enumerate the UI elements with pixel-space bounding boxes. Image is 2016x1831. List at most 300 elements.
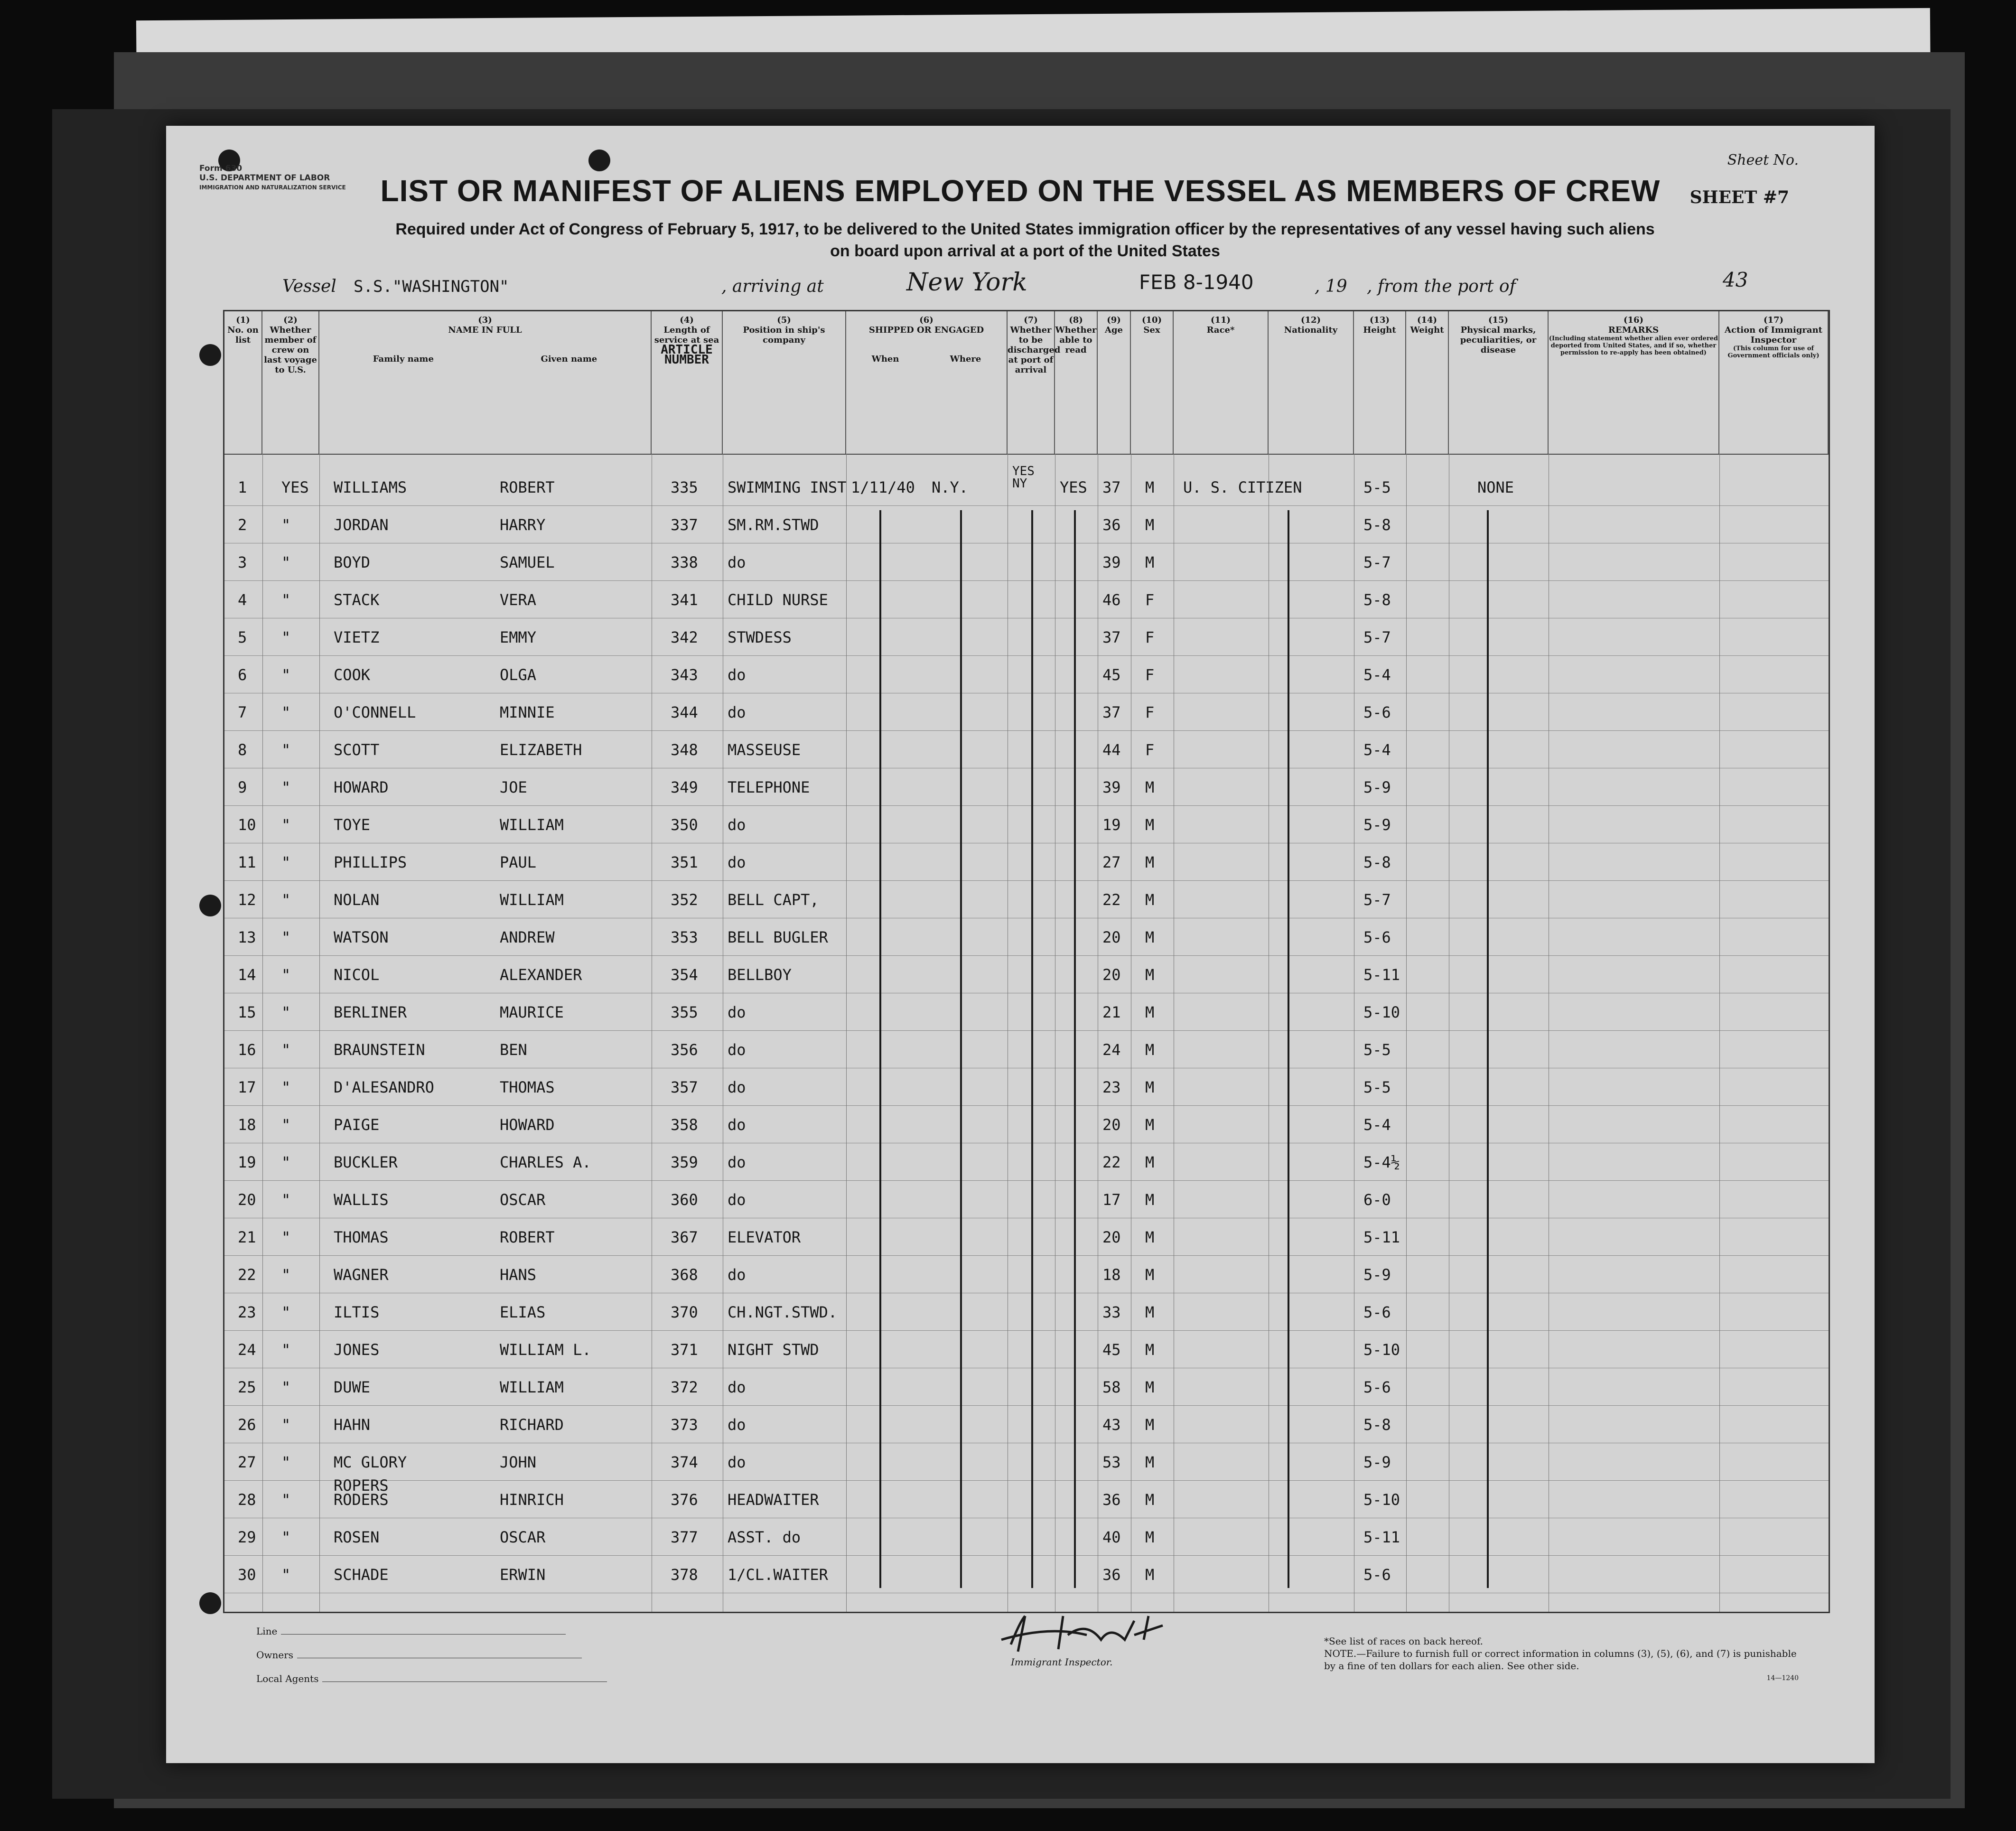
table-row — [224, 918, 1829, 956]
age: 18 — [1102, 1266, 1121, 1284]
table-row — [224, 1255, 1829, 1293]
line-label: Line — [256, 1625, 278, 1637]
row-number: 6 — [238, 666, 247, 684]
sex: F — [1145, 703, 1155, 721]
table-row — [224, 543, 1829, 581]
arriving-port: New York — [906, 268, 1027, 297]
previous-voyage: " — [281, 778, 291, 796]
position: do — [728, 1116, 746, 1134]
department-name: U.S. DEPARTMENT OF LABOR — [199, 173, 330, 183]
column-number: (5) — [777, 315, 791, 325]
form-id: Form 630 — [199, 164, 243, 173]
ditto-line — [1487, 510, 1489, 1588]
position: ASST. do — [728, 1528, 801, 1546]
height: 6-0 — [1363, 1191, 1391, 1209]
article-number: 360 — [671, 1191, 698, 1209]
given-name: CHARLES A. — [500, 1153, 591, 1171]
row-number: 14 — [238, 966, 256, 984]
previous-voyage: " — [281, 666, 291, 684]
age: 39 — [1102, 778, 1121, 796]
family-name: O'CONNELL — [334, 703, 416, 721]
column-number: (9) — [1107, 315, 1121, 325]
ditto-line — [1288, 510, 1289, 1588]
table-row — [224, 880, 1829, 918]
sex: F — [1145, 628, 1155, 646]
age: 23 — [1102, 1078, 1121, 1096]
able-to-read: YES — [1060, 478, 1087, 496]
table-row — [224, 1330, 1829, 1368]
family-name: ILTIS — [334, 1303, 380, 1321]
age: 20 — [1102, 928, 1121, 946]
given-name: BEN — [500, 1041, 527, 1059]
table-row — [224, 1476, 1829, 1518]
family-name: ROSEN — [334, 1528, 380, 1546]
position: do — [728, 553, 746, 571]
family-name: SCOTT — [334, 741, 380, 759]
age: 22 — [1102, 1153, 1121, 1171]
given-name: JOE — [500, 778, 527, 796]
owners-field — [256, 1649, 582, 1661]
column-header — [262, 311, 319, 454]
table-row — [224, 768, 1829, 806]
row-number: 24 — [238, 1341, 256, 1359]
column-sublabel: When — [871, 354, 899, 364]
column-number: (16) — [1623, 315, 1644, 325]
age: 37 — [1102, 628, 1121, 646]
inspector-signature — [992, 1607, 1191, 1659]
given-name: ELIAS — [500, 1303, 546, 1321]
table-row — [224, 1180, 1829, 1218]
height: 5-11 — [1363, 1528, 1400, 1546]
previous-voyage: " — [281, 1228, 291, 1246]
previous-voyage: " — [281, 1191, 291, 1209]
row-number: 26 — [238, 1416, 256, 1434]
age: 20 — [1102, 966, 1121, 984]
table-row — [224, 580, 1829, 618]
arrival-date-stamp: FEB 8-1940 — [1139, 271, 1254, 294]
given-name: ALEXANDER — [500, 966, 582, 984]
article-number: 358 — [671, 1116, 698, 1134]
sex: M — [1145, 816, 1155, 834]
column-label: Whether to be discharged at port of arrival — [1008, 325, 1061, 375]
row-number: 27 — [238, 1453, 256, 1471]
punch-hole — [199, 1592, 221, 1614]
height: 5-8 — [1363, 516, 1391, 534]
family-name: NOLAN — [334, 891, 380, 909]
row-number: 10 — [238, 816, 256, 834]
sheet-number-stamp: SHEET #7 — [1689, 187, 1789, 207]
previous-voyage: " — [281, 891, 291, 909]
row-number: 16 — [238, 1041, 256, 1059]
column-header — [1449, 311, 1549, 454]
ditto-line — [879, 510, 881, 1588]
height: 5-7 — [1363, 891, 1391, 909]
sex: M — [1145, 928, 1155, 946]
position: HEADWAITER — [728, 1491, 819, 1509]
sex: M — [1145, 553, 1155, 571]
table-row — [224, 1293, 1829, 1331]
column-number: (7) — [1024, 315, 1038, 325]
age: 53 — [1102, 1453, 1121, 1471]
column-label: Physical marks, peculiarities, or disease — [1460, 325, 1537, 355]
table-row — [224, 1368, 1829, 1406]
previous-voyage: " — [281, 516, 291, 534]
family-name: WILLIAMS — [334, 478, 407, 496]
height: 5-4 — [1363, 741, 1391, 759]
row-number: 19 — [238, 1153, 256, 1171]
row-number: 25 — [238, 1378, 256, 1396]
age: 45 — [1102, 1341, 1121, 1359]
given-name: ERWIN — [500, 1566, 546, 1584]
row-number: 17 — [238, 1078, 256, 1096]
article-number: 354 — [671, 966, 698, 984]
age: 21 — [1102, 1003, 1121, 1021]
from-port-value: 43 — [1723, 268, 1748, 291]
family-name: HAHN — [334, 1416, 371, 1434]
table-row — [224, 618, 1829, 656]
column-header — [1719, 311, 1829, 454]
column-label: Height — [1363, 325, 1396, 335]
family-name: DUWE — [334, 1378, 371, 1396]
given-name: HARRY — [500, 516, 546, 534]
family-name: TOYE — [334, 816, 371, 834]
family-name: THOMAS — [334, 1228, 389, 1246]
shipped-where: N.Y. — [932, 478, 969, 496]
table-row — [224, 1443, 1829, 1481]
given-name: OSCAR — [500, 1191, 546, 1209]
position: do — [728, 853, 746, 871]
height: 5-10 — [1363, 1491, 1400, 1509]
row-number: 9 — [238, 778, 247, 796]
discharged-at-port: YES NY — [1012, 464, 1035, 491]
line-field — [256, 1625, 566, 1637]
previous-voyage: " — [281, 966, 291, 984]
given-name: JOHN — [500, 1453, 537, 1471]
column-label: Position in ship's company — [743, 325, 825, 345]
local-agents-label: Local Agents — [256, 1673, 319, 1684]
previous-voyage: " — [281, 1491, 291, 1509]
height: 5-5 — [1363, 1078, 1391, 1096]
given-name: HINRICH — [500, 1491, 564, 1509]
table-row — [224, 993, 1829, 1031]
column-number: (11) — [1210, 315, 1231, 325]
position: do — [728, 1378, 746, 1396]
column-header — [1098, 311, 1131, 454]
height: 5-9 — [1363, 1453, 1391, 1471]
article-number: 350 — [671, 816, 698, 834]
given-name: EMMY — [500, 628, 537, 646]
previous-voyage: " — [281, 553, 291, 571]
height: 5-6 — [1363, 928, 1391, 946]
column-label: Nationality — [1284, 325, 1338, 335]
article-number: 338 — [671, 553, 698, 571]
position: BELL BUGLER — [728, 928, 828, 946]
height: 5-6 — [1363, 1566, 1391, 1584]
row-number: 23 — [238, 1303, 256, 1321]
position: do — [728, 666, 746, 684]
given-name: WILLIAM — [500, 891, 564, 909]
family-name: VIETZ — [334, 628, 380, 646]
given-name: ANDREW — [500, 928, 555, 946]
previous-voyage: " — [281, 1566, 291, 1584]
column-number: (10) — [1141, 315, 1162, 325]
footer-note — [1324, 1635, 1799, 1684]
given-name: MAURICE — [500, 1003, 564, 1021]
position: SWIMMING INST — [728, 478, 847, 496]
row-number: 13 — [238, 928, 256, 946]
family-name: WALLIS — [334, 1191, 389, 1209]
sex: M — [1145, 1041, 1155, 1059]
family-name: ROPERS RODERS — [334, 1476, 389, 1509]
article-number: 359 — [671, 1153, 698, 1171]
sex: M — [1145, 1566, 1155, 1584]
sex: M — [1145, 966, 1155, 984]
column-note: (Including statement whether alien ever ordered deported from United States, and if so, whether permission to re-apply has been obtained) — [1549, 335, 1718, 356]
height: 5-9 — [1363, 1266, 1391, 1284]
given-name: THOMAS — [500, 1078, 555, 1096]
table-row — [224, 1518, 1829, 1556]
family-name: COOK — [334, 666, 371, 684]
punch-hole — [199, 895, 221, 916]
sex: M — [1145, 1228, 1155, 1246]
height: 5-6 — [1363, 1303, 1391, 1321]
column-header — [1008, 311, 1061, 454]
height: 5-6 — [1363, 1378, 1391, 1396]
previous-voyage: " — [281, 1041, 291, 1059]
article-number-stamp: ARTICLE NUMBER — [661, 343, 713, 367]
column-header — [1131, 311, 1174, 454]
position: do — [728, 703, 746, 721]
form-code: 14—1240 — [1766, 1674, 1799, 1682]
given-name: HANS — [500, 1266, 537, 1284]
column-number: (13) — [1369, 315, 1390, 325]
year-label: , 19 — [1315, 277, 1347, 296]
races-note: *See list of races on back hereof. — [1324, 1635, 1484, 1647]
column-header — [224, 311, 262, 454]
row-number: 15 — [238, 1003, 256, 1021]
age: 33 — [1102, 1303, 1121, 1321]
shipped-when: 1/11/40 — [851, 478, 915, 496]
sex: M — [1145, 1416, 1155, 1434]
given-name: WILLIAM L. — [500, 1341, 591, 1359]
column-label: Length of service at sea — [654, 325, 719, 345]
column-label: No. on list — [227, 325, 259, 345]
given-name: RICHARD — [500, 1416, 564, 1434]
sex: F — [1145, 741, 1155, 759]
article-number: 373 — [671, 1416, 698, 1434]
owners-label: Owners — [256, 1649, 294, 1661]
given-name: MINNIE — [500, 703, 555, 721]
column-rule — [1719, 454, 1720, 1612]
position: do — [728, 816, 746, 834]
position: SM.RM.STWD — [728, 516, 819, 534]
previous-voyage: " — [281, 1153, 291, 1171]
height: 5-11 — [1363, 1228, 1400, 1246]
previous-voyage: YES — [281, 478, 309, 496]
family-name: JORDAN — [334, 516, 389, 534]
previous-voyage: " — [281, 1378, 291, 1396]
column-rule — [1406, 454, 1407, 1612]
table-row — [224, 1105, 1829, 1143]
article-number: 370 — [671, 1303, 698, 1321]
row-number: 4 — [238, 591, 247, 609]
given-name: ROBERT — [500, 478, 555, 496]
column-label: Sex — [1143, 325, 1160, 335]
height: 5-11 — [1363, 966, 1400, 984]
column-label: REMARKS — [1608, 325, 1659, 335]
age: 36 — [1102, 1491, 1121, 1509]
age: 37 — [1102, 478, 1121, 496]
column-sublabel: Family name — [373, 354, 434, 364]
age: 24 — [1102, 1041, 1121, 1059]
height: 5-6 — [1363, 703, 1391, 721]
column-number: (4) — [680, 315, 694, 325]
article-number: 353 — [671, 928, 698, 946]
previous-voyage: " — [281, 628, 291, 646]
article-number: 378 — [671, 1566, 698, 1584]
sex: F — [1145, 591, 1155, 609]
previous-voyage: " — [281, 1003, 291, 1021]
family-name: BOYD — [334, 553, 371, 571]
height: 5-5 — [1363, 478, 1391, 496]
row-number: 7 — [238, 703, 247, 721]
position: MASSEUSE — [728, 741, 801, 759]
previous-voyage: " — [281, 1341, 291, 1359]
position: CHILD NURSE — [728, 591, 828, 609]
local-agents-field — [256, 1673, 607, 1684]
height: 5-4½ — [1363, 1153, 1400, 1171]
column-header — [1055, 311, 1098, 454]
age: 20 — [1102, 1228, 1121, 1246]
previous-voyage: " — [281, 1266, 291, 1284]
family-name: HOWARD — [334, 778, 389, 796]
position: do — [728, 1416, 746, 1434]
row-number: 29 — [238, 1528, 256, 1546]
physical-marks: NONE — [1477, 478, 1514, 496]
previous-voyage: " — [281, 1303, 291, 1321]
column-header — [1269, 311, 1354, 454]
article-number: 371 — [671, 1341, 698, 1359]
age: 39 — [1102, 553, 1121, 571]
age: 22 — [1102, 891, 1121, 909]
table-row — [224, 505, 1829, 543]
vessel-name: S.S."WASHINGTON" — [354, 277, 509, 296]
column-number: (15) — [1488, 315, 1509, 325]
punch-hole — [199, 344, 221, 366]
age: 17 — [1102, 1191, 1121, 1209]
height: 5-7 — [1363, 553, 1391, 571]
row-number: 1 — [238, 478, 247, 496]
given-name: OSCAR — [500, 1528, 546, 1546]
sex: M — [1145, 778, 1155, 796]
height: 5-8 — [1363, 591, 1391, 609]
given-name: PAUL — [500, 853, 537, 871]
column-label: Weight — [1410, 325, 1444, 335]
column-number: (12) — [1300, 315, 1321, 325]
column-rule — [846, 454, 847, 1612]
article-number: 348 — [671, 741, 698, 759]
ditto-line — [960, 510, 962, 1588]
height: 5-9 — [1363, 816, 1391, 834]
position: CH.NGT.STWD. — [728, 1303, 838, 1321]
previous-voyage: " — [281, 1078, 291, 1096]
family-name: PAIGE — [334, 1116, 380, 1134]
document-subtitle: Required under Act of Congress of February 5, 1917, to be delivered to the United States immigration officer by the representatives of any vessel having such aliens on board upon arrival at a port of the United States — [395, 220, 1655, 260]
position: do — [728, 1078, 746, 1096]
sex: M — [1145, 1191, 1155, 1209]
column-number: (2) — [283, 315, 298, 325]
table-row — [224, 1218, 1829, 1256]
family-name: PHILLIPS — [334, 853, 407, 871]
column-label: Race* — [1206, 325, 1235, 335]
article-number: 367 — [671, 1228, 698, 1246]
article-number: 376 — [671, 1491, 698, 1509]
position: do — [728, 1041, 746, 1059]
given-name: OLGA — [500, 666, 537, 684]
sex: M — [1145, 891, 1155, 909]
article-number: 343 — [671, 666, 698, 684]
position: NIGHT STWD — [728, 1341, 819, 1359]
crew-table — [223, 310, 1830, 1613]
race-nationality: U. S. CITIZEN — [1183, 478, 1302, 496]
position: do — [728, 1191, 746, 1209]
previous-voyage: " — [281, 1416, 291, 1434]
ditto-line — [1074, 510, 1076, 1588]
position: ELEVATOR — [728, 1228, 801, 1246]
row-number: 8 — [238, 741, 247, 759]
column-sublabel: Where — [950, 354, 981, 364]
position: do — [728, 1266, 746, 1284]
position: do — [728, 1153, 746, 1171]
table-row — [224, 655, 1829, 693]
previous-voyage: " — [281, 591, 291, 609]
table-row — [224, 1030, 1829, 1068]
position: do — [728, 1453, 746, 1471]
row-number: 30 — [238, 1566, 256, 1584]
row-number: 11 — [238, 853, 256, 871]
previous-voyage: " — [281, 741, 291, 759]
table-row — [224, 1405, 1829, 1443]
previous-voyage: " — [281, 928, 291, 946]
table-row — [224, 843, 1829, 881]
column-header — [319, 311, 652, 454]
age: 36 — [1102, 1566, 1121, 1584]
article-number: 341 — [671, 591, 698, 609]
position: BELLBOY — [728, 966, 792, 984]
column-number: (17) — [1763, 315, 1784, 325]
row-number: 28 — [238, 1491, 256, 1509]
sex: M — [1145, 1266, 1155, 1284]
given-name: ROBERT — [500, 1228, 555, 1246]
height: 5-4 — [1363, 1116, 1391, 1134]
article-number: 356 — [671, 1041, 698, 1059]
sex: M — [1145, 478, 1155, 496]
column-header — [723, 311, 846, 454]
sex: F — [1145, 666, 1155, 684]
article-number: 355 — [671, 1003, 698, 1021]
family-name: BRAUNSTEIN — [334, 1041, 425, 1059]
column-number: (8) — [1069, 315, 1083, 325]
article-number: 337 — [671, 516, 698, 534]
vessel-label: Vessel — [282, 277, 336, 296]
column-label: NAME IN FULL — [448, 325, 522, 335]
family-name: SCHADE — [334, 1566, 389, 1584]
sex: M — [1145, 1153, 1155, 1171]
ditto-line — [1031, 510, 1033, 1588]
column-header — [1174, 311, 1269, 454]
previous-voyage: " — [281, 1116, 291, 1134]
previous-voyage: " — [281, 853, 291, 871]
